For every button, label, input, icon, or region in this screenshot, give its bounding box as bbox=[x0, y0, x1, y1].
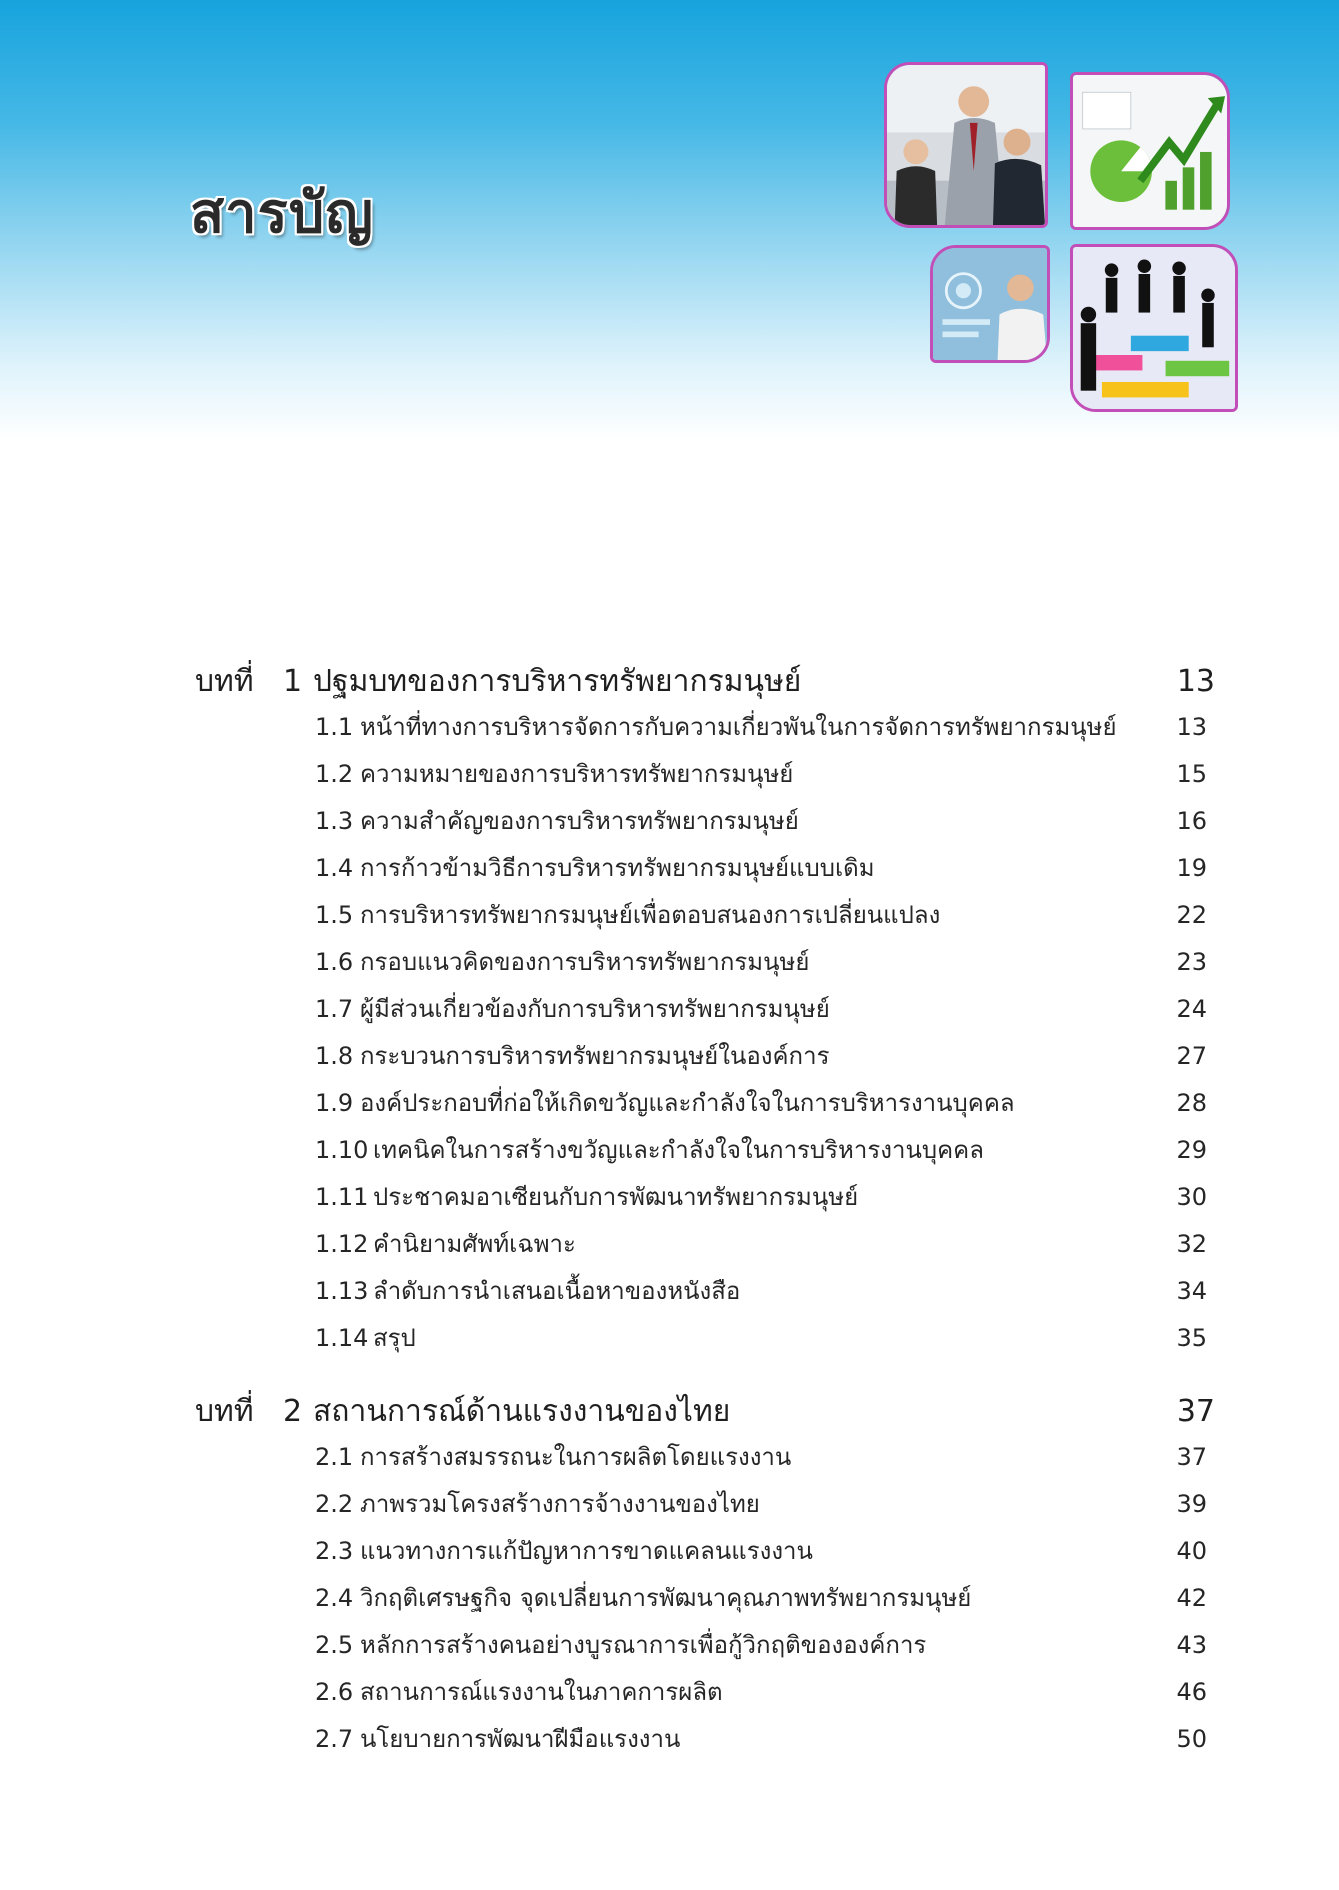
section-page-number: 28 bbox=[1176, 1089, 1207, 1117]
toc-entry[interactable] bbox=[195, 1033, 1215, 1080]
toc-entry[interactable] bbox=[195, 1434, 1215, 1481]
section-page-number: 35 bbox=[1176, 1324, 1207, 1352]
toc-entry[interactable] bbox=[195, 939, 1215, 986]
section-page-number: 15 bbox=[1176, 760, 1207, 788]
section-title: คำนิยามศัพท์เฉพาะ bbox=[373, 1230, 576, 1258]
section-number: 2.7 bbox=[315, 1725, 354, 1753]
section-title: ผู้มีส่วนเกี่ยวข้องกับการบริหารทรัพยากรมนุษย์ bbox=[360, 995, 830, 1023]
chapter-spacer bbox=[195, 1362, 1215, 1390]
section-title: สรุป bbox=[373, 1324, 416, 1352]
section-title: หน้าที่ทางการบริหารจัดการกับความเกี่ยวพันในการจัดการทรัพยากรมนุษย์ bbox=[360, 713, 1117, 741]
section-number: 2.6 bbox=[315, 1678, 354, 1706]
toc-entry[interactable] bbox=[195, 1575, 1215, 1622]
chapter-heading[interactable] bbox=[195, 1390, 1215, 1434]
section-number: 1.2 bbox=[315, 760, 354, 788]
chapter-number: 1 bbox=[283, 664, 303, 699]
section-title: นโยบายการพัฒนาฝีมือแรงงาน bbox=[360, 1725, 681, 1753]
section-title: แนวทางการแก้ปัญหาการขาดแคลนแรงงาน bbox=[360, 1537, 813, 1565]
growth-chart-photo bbox=[1070, 72, 1230, 230]
chapter-title: ปฐมบทของการบริหารทรัพยากรมนุษย์ bbox=[313, 664, 802, 699]
section-number: 1.6 bbox=[315, 948, 354, 976]
toc-entry[interactable] bbox=[195, 1268, 1215, 1315]
section-page-number: 22 bbox=[1176, 901, 1207, 929]
section-title: ภาพรวมโครงสร้างการจ้างงานของไทย bbox=[360, 1490, 760, 1518]
chapter-label: บทที่ bbox=[195, 664, 254, 699]
section-title: กรอบแนวคิดของการบริหารทรัพยากรมนุษย์ bbox=[360, 948, 810, 976]
toc-entry[interactable] bbox=[195, 704, 1215, 751]
section-page-number: 23 bbox=[1176, 948, 1207, 976]
toc-entry[interactable] bbox=[195, 986, 1215, 1033]
chapter-page-number: 37 bbox=[1176, 1394, 1215, 1429]
section-page-number: 46 bbox=[1176, 1678, 1207, 1706]
business-team-photo bbox=[884, 62, 1048, 228]
toc-entry[interactable] bbox=[195, 1127, 1215, 1174]
section-title: ลำดับการนำเสนอเนื้อหาของหนังสือ bbox=[373, 1277, 741, 1305]
section-page-number: 50 bbox=[1176, 1725, 1207, 1753]
toc-entry[interactable] bbox=[195, 751, 1215, 798]
chapter-label: บทที่ bbox=[195, 1394, 254, 1429]
section-number: 1.5 bbox=[315, 901, 354, 929]
section-title: ประชาคมอาเซียนกับการพัฒนาทรัพยากรมนุษย์ bbox=[373, 1183, 859, 1211]
toc-entry[interactable] bbox=[195, 1221, 1215, 1268]
section-title: สถานการณ์แรงงานในภาคการผลิต bbox=[360, 1678, 723, 1706]
toc-entry[interactable] bbox=[195, 1622, 1215, 1669]
chapter-page-number: 13 bbox=[1176, 664, 1215, 699]
section-number: 2.1 bbox=[315, 1443, 354, 1471]
section-number: 2.4 bbox=[315, 1584, 354, 1612]
section-number: 2.3 bbox=[315, 1537, 354, 1565]
section-number: 1.1 bbox=[315, 713, 354, 741]
section-title: องค์ประกอบที่ก่อให้เกิดขวัญและกำลังใจในการบริหารงานบุคคล bbox=[360, 1089, 1015, 1117]
toc-entry[interactable] bbox=[195, 798, 1215, 845]
section-title: กระบวนการบริหารทรัพยากรมนุษย์ในองค์การ bbox=[360, 1042, 830, 1070]
toc-entry[interactable] bbox=[195, 1315, 1215, 1362]
section-title: ความหมายของการบริหารทรัพยากรมนุษย์ bbox=[360, 760, 794, 788]
touchscreen-photo bbox=[930, 245, 1050, 363]
section-number: 1.4 bbox=[315, 854, 354, 882]
toc-entry[interactable] bbox=[195, 1716, 1215, 1763]
chapter-title: สถานการณ์ด้านแรงงานของไทย bbox=[313, 1394, 731, 1429]
section-title: การสร้างสมรรถนะในการผลิตโดยแรงงาน bbox=[360, 1443, 792, 1471]
section-number: 1.7 bbox=[315, 995, 354, 1023]
toc-entry[interactable] bbox=[195, 1080, 1215, 1127]
page-title: สารบัญ bbox=[190, 181, 374, 246]
section-number: 1.9 bbox=[315, 1089, 354, 1117]
section-page-number: 34 bbox=[1176, 1277, 1207, 1305]
section-number: 1.13 bbox=[315, 1277, 369, 1305]
team-silhouettes-photo bbox=[1070, 244, 1238, 412]
section-page-number: 27 bbox=[1176, 1042, 1207, 1070]
section-page-number: 24 bbox=[1176, 995, 1207, 1023]
table-of-contents bbox=[195, 660, 1215, 1763]
section-title: การบริหารทรัพยากรมนุษย์เพื่อตอบสนองการเปลี่ยนแปลง bbox=[360, 901, 941, 929]
section-number: 1.10 bbox=[315, 1136, 369, 1164]
section-number: 1.11 bbox=[315, 1183, 369, 1211]
section-page-number: 40 bbox=[1176, 1537, 1207, 1565]
section-page-number: 39 bbox=[1176, 1490, 1207, 1518]
section-page-number: 32 bbox=[1176, 1230, 1207, 1258]
section-number: 1.12 bbox=[315, 1230, 369, 1258]
section-page-number: 29 bbox=[1176, 1136, 1207, 1164]
toc-entry[interactable] bbox=[195, 1481, 1215, 1528]
chapter-number: 2 bbox=[283, 1394, 303, 1429]
section-number: 2.2 bbox=[315, 1490, 354, 1518]
toc-entry[interactable] bbox=[195, 1174, 1215, 1221]
section-title: ความสำคัญของการบริหารทรัพยากรมนุษย์ bbox=[360, 807, 799, 835]
section-number: 1.14 bbox=[315, 1324, 369, 1352]
toc-entry[interactable] bbox=[195, 892, 1215, 939]
section-number: 1.3 bbox=[315, 807, 354, 835]
section-number: 1.8 bbox=[315, 1042, 354, 1070]
section-page-number: 42 bbox=[1176, 1584, 1207, 1612]
section-title: เทคนิคในการสร้างขวัญและกำลังใจในการบริหารงานบุคคล bbox=[373, 1136, 984, 1164]
toc-entry[interactable] bbox=[195, 845, 1215, 892]
section-title: วิกฤติเศรษฐกิจ จุดเปลี่ยนการพัฒนาคุณภาพทรัพยากรมนุษย์ bbox=[360, 1584, 972, 1612]
toc-entry[interactable] bbox=[195, 1528, 1215, 1575]
section-page-number: 16 bbox=[1176, 807, 1207, 835]
toc-entry[interactable] bbox=[195, 1669, 1215, 1716]
section-number: 2.5 bbox=[315, 1631, 354, 1659]
section-page-number: 13 bbox=[1176, 713, 1207, 741]
section-title: การก้าวข้ามวิธีการบริหารทรัพยากรมนุษย์แบบเดิม bbox=[360, 854, 875, 882]
section-page-number: 19 bbox=[1176, 854, 1207, 882]
section-page-number: 43 bbox=[1176, 1631, 1207, 1659]
section-page-number: 37 bbox=[1176, 1443, 1207, 1471]
section-page-number: 30 bbox=[1176, 1183, 1207, 1211]
section-title: หลักการสร้างคนอย่างบูรณาการเพื่อกู้วิกฤติขององค์การ bbox=[360, 1631, 927, 1659]
chapter-heading[interactable] bbox=[195, 660, 1215, 704]
